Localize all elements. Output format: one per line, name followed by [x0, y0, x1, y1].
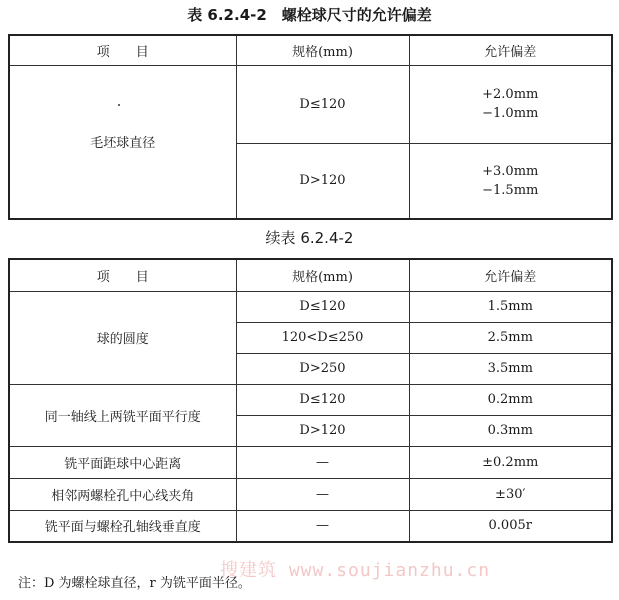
tolerance-cell: 2.5mm	[409, 322, 612, 353]
tolerance-lower: −1.5mm	[482, 182, 539, 198]
item-mill-distance: 铣平面距球中心距离	[9, 446, 236, 478]
item-hole-angle: 相邻两螺栓孔中心线夹角	[9, 478, 236, 510]
spec-cell: D≤120	[236, 384, 409, 415]
table1-title: 表 6.2.4-2 螺栓球尺寸的允许偏差	[187, 6, 432, 24]
header-item: 项 目	[9, 259, 236, 291]
spec-cell: D>120	[236, 415, 409, 446]
spec-cell: D≤120	[236, 291, 409, 322]
header-spec: 规格(mm)	[236, 259, 409, 291]
tolerance-upper: +2.0mm	[482, 87, 539, 102]
header-spec: 规格(mm)	[236, 35, 409, 65]
tolerance-lower: −1.0mm	[482, 106, 539, 121]
spec-cell: —	[236, 478, 409, 510]
scan-speck	[118, 104, 120, 106]
tolerance-cell	[409, 65, 612, 143]
spec-cell: D>120	[236, 143, 409, 219]
tolerance-upper: +3.0mm	[482, 163, 539, 179]
tolerance-cell: 3.5mm	[409, 353, 612, 384]
tolerance-cell: 0.3mm	[409, 415, 612, 446]
spec-cell: 120<D≤250	[236, 322, 409, 353]
item-roundness: 球的圆度	[9, 291, 236, 384]
header-item: 项 目	[9, 35, 236, 65]
watermark: 搜建筑 www.soujianzhu.cn	[220, 560, 491, 581]
item-perpendicularity: 铣平面与螺栓孔轴线垂直度	[9, 510, 236, 542]
item-parallelism: 同一轴线上两铣平面平行度	[9, 384, 236, 446]
tolerance-cell: ±30′	[409, 478, 612, 510]
header-tolerance: 允许偏差	[409, 259, 612, 291]
item-blank-diameter: 毛坯球直径	[9, 65, 236, 219]
spec-cell: —	[236, 510, 409, 542]
tolerance-table-2	[8, 258, 613, 543]
table2-title: 续表 6.2.4-2	[265, 229, 354, 247]
tolerance-cell: 1.5mm	[409, 291, 612, 322]
spec-cell: —	[236, 446, 409, 478]
spec-cell: D≤120	[236, 65, 409, 143]
tolerance-cell: 0.2mm	[409, 384, 612, 415]
footnote: 注：D 为螺栓球直径，r 为铣平面半径。	[18, 576, 251, 591]
header-tolerance: 允许偏差	[409, 35, 612, 65]
tolerance-table-1	[8, 34, 613, 220]
tolerance-cell: ±0.2mm	[409, 446, 612, 478]
tolerance-cell	[409, 143, 612, 219]
spec-cell: D>250	[236, 353, 409, 384]
tolerance-cell: 0.005r	[409, 510, 612, 542]
